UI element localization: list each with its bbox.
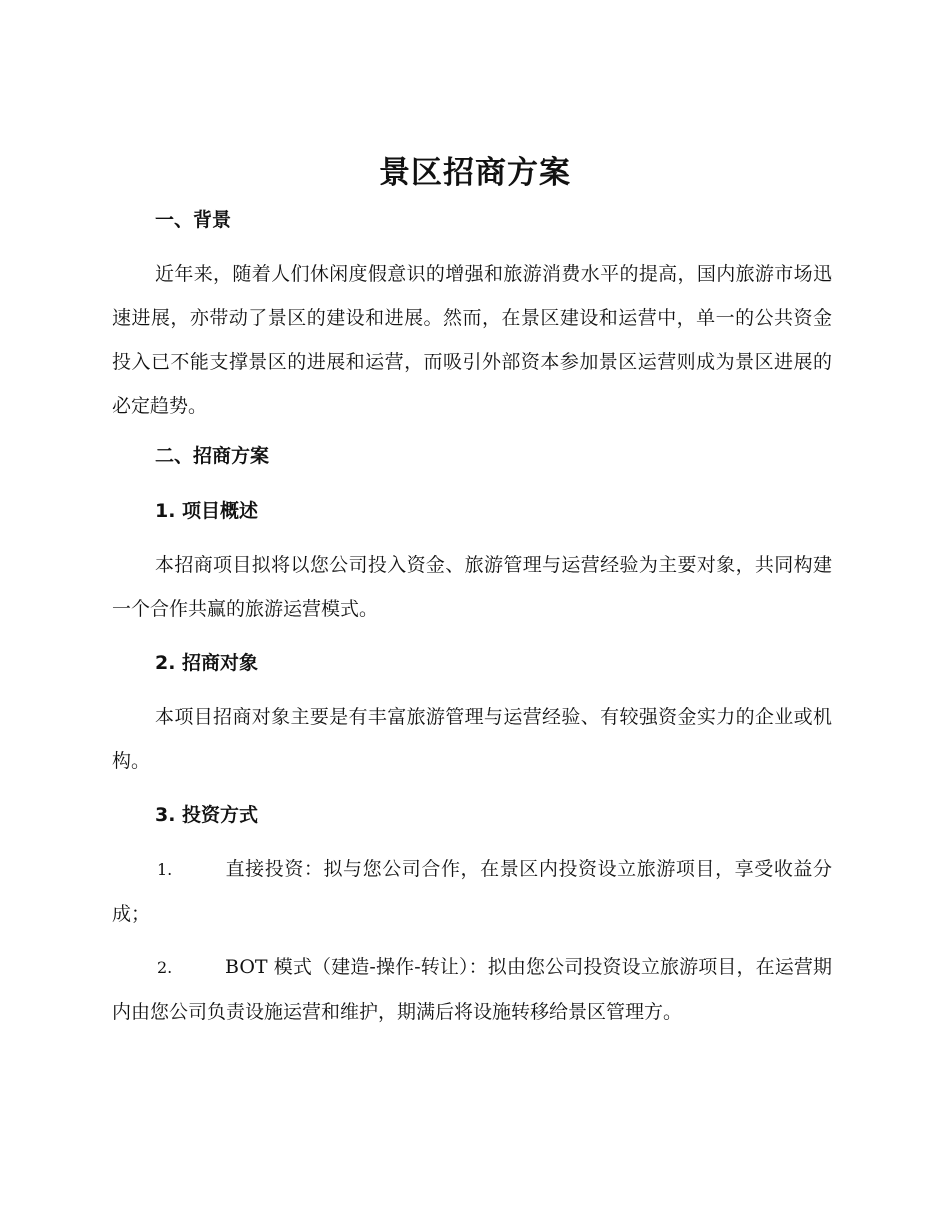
section-heading-background: 一、背景 xyxy=(155,209,232,231)
document-title: 景区招商方案 xyxy=(379,155,571,191)
section-heading-investment-plan: 二、招商方案 xyxy=(155,445,270,467)
list-item xyxy=(112,847,832,936)
subheading-investment-methods: 3. 投资方式 xyxy=(155,804,259,826)
list-item xyxy=(112,945,832,1034)
subheading-project-overview: 1. 项目概述 xyxy=(155,500,259,522)
list-item-text: 直接投资：拟与您公司合作，在景区内投资设立旅游项目，享受收益分成； xyxy=(112,858,832,925)
list-item-text: BOT 模式（建造-操作-转让）：拟由您公司投资设立旅游项目，在运营期内由您公司负责设施运营和维护，期满后将设施转移给景区管理方。 xyxy=(112,956,832,1023)
target-investors-paragraph: 本项目招商对象主要是有丰富旅游管理与运营经验、有较强资金实力的企业或机构。 xyxy=(112,706,832,772)
list-item-number: 1. xyxy=(157,860,173,879)
background-paragraph: 近年来，随着人们休闲度假意识的增强和旅游消费水平的提高，国内旅游市场迅速进展，亦带动了景区的建设和进展。然而，在景区建设和运营中，单一的公共资金投入已不能支撑景区的进展和运营，而吸引外部资本参加景区运营则成为景区进展的必定趋势。 xyxy=(112,263,832,417)
project-overview-paragraph: 本招商项目拟将以您公司投入资金、旅游管理与运营经验为主要对象，共同构建一个合作共赢的旅游运营模式。 xyxy=(112,554,832,620)
subheading-target-investors: 2. 招商对象 xyxy=(155,652,259,674)
list-item-number: 2. xyxy=(157,958,173,977)
